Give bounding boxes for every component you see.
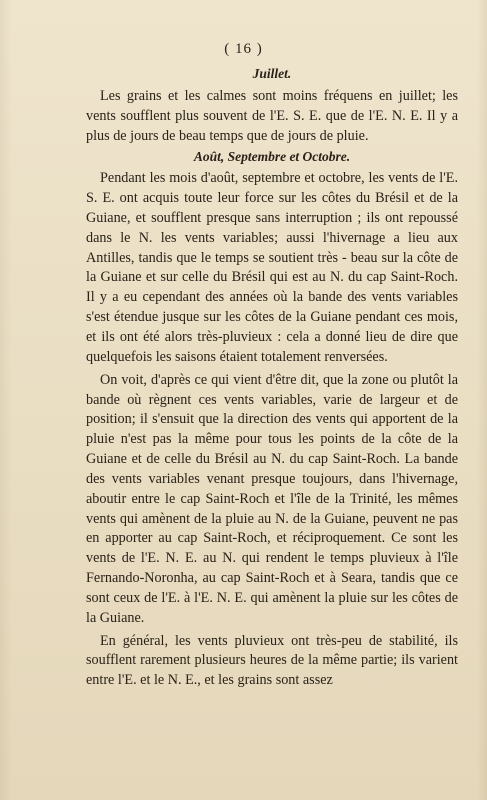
page-gutter-shadow <box>0 0 12 800</box>
paragraph-on-voit: On voit, d'après ce qui vient d'être dit, que la zone ou plutôt la bande où règnent ces vents variables, varie de largeur et de position; il s'ensuit que la direction des vents qui apportent de la pluie n'est pas la même pour tous les points de la côte de la Guiane et de celle du Brésil au N. du cap Saint-Roch. La bande des vents variables venant presque toujours, dans l'hivernage, aboutir entre le cap Saint-Roch et l'île de la Trinité, les mêmes vents qui amènent de la pluie au N. de la Guiane, peuvent ne pas en apporter au cap Saint-Roch, et réciproquement. Ce sont les vents de l'E. N. E. au N. qui rendent le temps pluvieux à l'île Fernando-Noronha, au cap Saint-Roch et à Seara, tandis que ce sont ceux de l'E. à l'E. N. E. qui amènent la pluie sur les côtes de la Guiane. <box>86 371 458 626</box>
section-heading-aout-septembre-octobre: Août, Septembre et Octobre. <box>193 149 351 165</box>
paragraph-pendant-les-mois: Pendant les mois d'août, septembre et octobre, les vents de l'E. S. E. ont acquis toute leur force sur les côtes du Brésil et de la Guiane, et soufflent presque sans interruption ; ils ont repoussé dans le N. les vents variables; aussi l'hivernage a lieu aux Antilles, tandis que le temps se soutient très - beau sur la côte de la Guiane et sur celle du Brésil qui est au N. du cap Saint-Roch. Il y a eu cependant des années où la bande des vents variables s'est étendue jusque sur les côtes de la Guiane pendant ces mois, et ils ont été alors très-pluvieux : cela a donné lieu de dire que quelquefois les saisons étaient totalement renversées. <box>86 170 458 365</box>
page-edge-shadow <box>477 0 487 800</box>
body-text <box>86 64 458 691</box>
paragraph-en-general: En général, les vents pluvieux ont très-peu de stabilité, ils soufflent rarement plusieurs heures de la même partie; ils varient entre l'E. et le N. E., et les grains sont assez <box>86 632 458 689</box>
section-heading-juillet: Juillet. <box>252 66 292 81</box>
page-number: ( 16 ) <box>224 41 263 57</box>
paragraph-juillet: Les grains et les calmes sont moins fréquens en juillet; les vents soufflent plus souvent de l'E. S. E. que de l'E. N. E. Il y a plus de jours de beau temps que de jours de pluie. <box>86 87 458 144</box>
